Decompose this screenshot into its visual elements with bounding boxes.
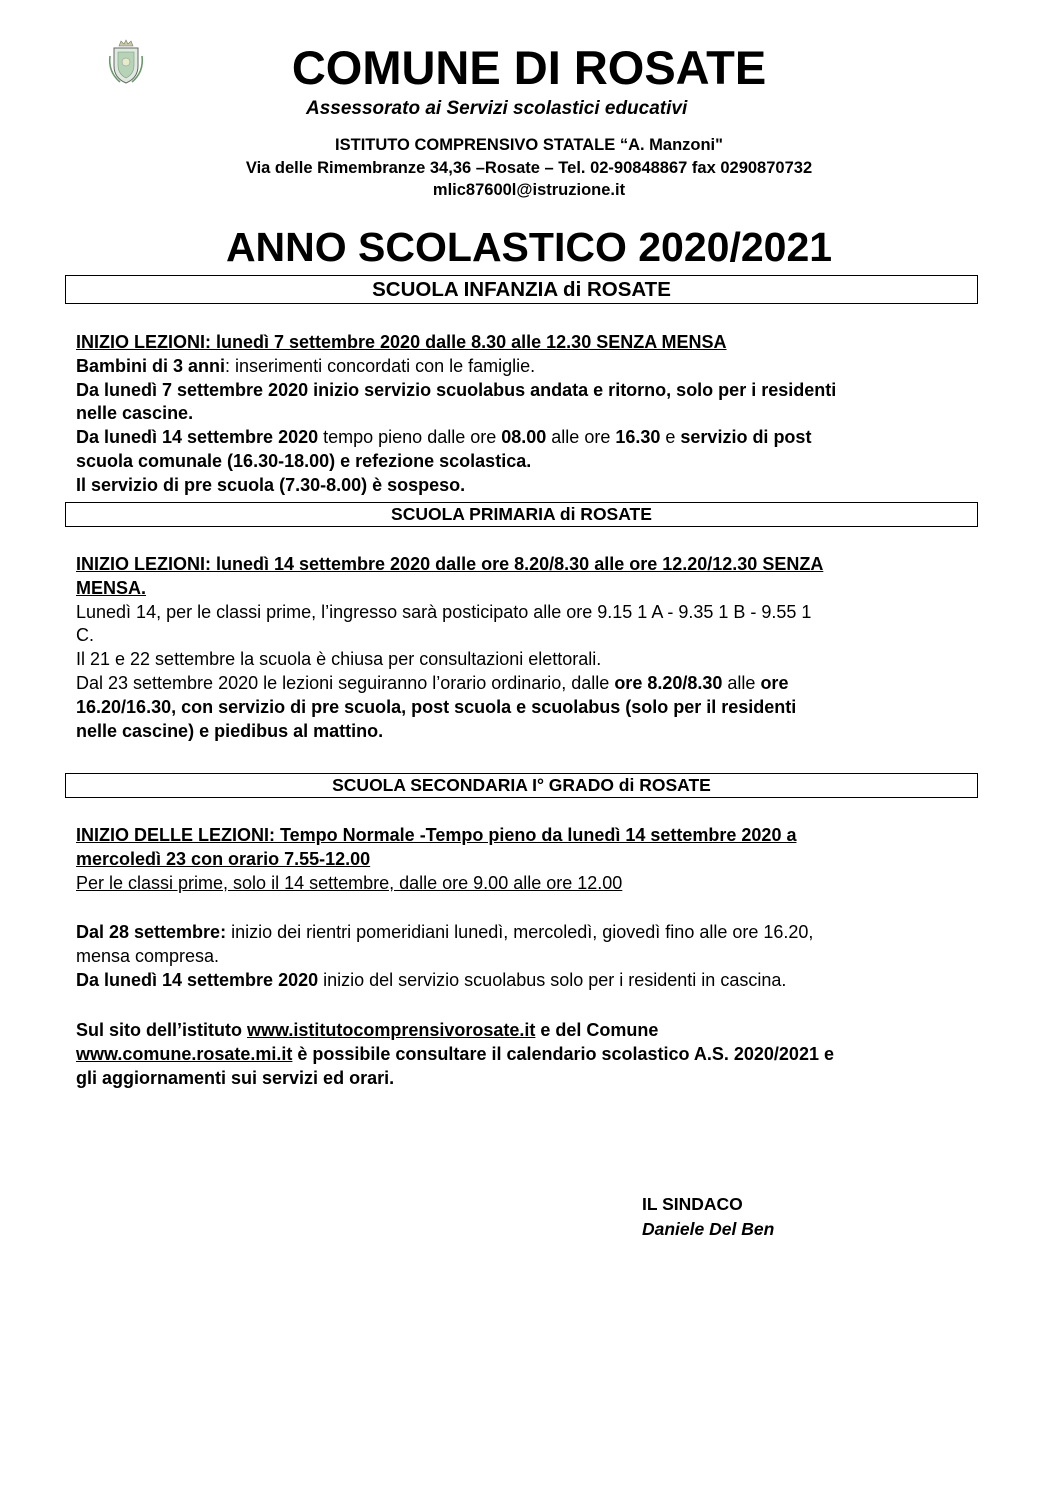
institute-address: Via delle Rimembranze 34,36 –Rosate – Tel. 02-90848867 fax 0290870732 [245,159,813,177]
primaria-line: 16.20/16.30, con servizio di pre scuola, post scuola e scuolabus (solo per il residenti [76,696,797,717]
secondaria-line: Da lunedì 14 settembre 2020 inizio del servizio scuolabus solo per i residenti in cascina. [76,969,787,990]
infanzia-start-line: INIZIO LEZIONI: lunedì 7 settembre 2020 dalle 8.30 alle 12.30 SENZA MENSA [76,332,727,352]
secondaria-start-line: mercoledì 23 con orario 7.55-12.00 [76,848,371,869]
secondaria-section [76,824,996,895]
section-heading-secondaria: SCUOLA SECONDARIA I° GRADO di ROSATE [65,773,978,798]
website-note: Sul sito dell’istituto www.istitutocomprensivorosate.it e del Comune www.comune.rosate.mi.it è possibile consultare il calendario scolastico A.S. 2020/2021 e gli aggiornamenti sui servizi ed orari. [76,1020,834,1088]
signature-block [642,1192,774,1242]
primaria-line: C. [76,625,94,646]
infanzia-line: scuola comunale (16.30-18.00) e refezione scolastica. [76,450,532,471]
primaria-line: Dal 23 settembre 2020 le lezioni seguiranno l’orario ordinario, dalle ore 8.20/8.30 alle ore [76,672,789,693]
municipality-website-link[interactable]: www.comune.rosate.mi.it [76,1043,293,1064]
secondaria-start-line: INIZIO DELLE LEZIONI: Tempo Normale -Tempo pieno da lunedì 14 settembre 2020 a [76,825,797,845]
infanzia-section [76,331,996,498]
secondaria-section-2 [76,921,996,992]
section-heading-infanzia: SCUOLA INFANZIA di ROSATE [65,275,978,304]
signature-role: IL SINDACO [642,1194,743,1214]
infanzia-line: Da lunedì 7 settembre 2020 inizio servizio scuolabus andata e ritorno, solo per i residenti [76,379,837,400]
institute-email: mlic87600l@istruzione.it [432,181,626,199]
secondaria-line: Per le classi prime, solo il 14 settembre, dalle ore 9.00 alle ore 12.00 [76,872,623,893]
primaria-line: nelle cascine) e piedibus al mattino. [76,720,384,741]
page-title: COMUNE DI ROSATE [291,41,767,94]
secondaria-line: Dal 28 settembre: inizio dei rientri pomeridiani lunedì, mercoledì, giovedì fino alle ore 16.20, [76,922,814,942]
primaria-line: Il 21 e 22 settembre la scuola è chiusa per consultazioni elettorali. [76,649,602,670]
infanzia-line: Il servizio di pre scuola (7.30-8.00) è sospeso. [76,474,466,495]
subtitle: Assessorato ai Servizi scolastici educativi [306,98,688,119]
section-heading-primaria: SCUOLA PRIMARIA di ROSATE [65,502,978,527]
infanzia-line: Da lunedì 14 settembre 2020 tempo pieno dalle ore 08.00 alle ore 16.30 e servizio di post [76,427,812,448]
primaria-start-line: MENSA. [76,577,147,598]
school-year-title: ANNO SCOLASTICO 2020/2021 [225,224,833,270]
primaria-line: Lunedì 14, per le classi prime, l’ingresso sarà posticipato alle ore 9.15 1 A - 9.35 1 B - 9.55 1 [76,601,812,622]
school-website-link[interactable]: www.istitutocomprensivorosate.it [247,1020,536,1040]
infanzia-line: nelle cascine. [76,403,194,424]
secondaria-line: mensa compresa. [76,945,220,966]
infanzia-line: Bambini di 3 anni: inserimenti concordati con le famiglie. [76,355,536,376]
primaria-section [76,553,996,743]
primaria-start-line: INIZIO LEZIONI: lunedì 14 settembre 2020 dalle ore 8.20/8.30 alle ore 12.20/12.30 SENZA [76,554,824,574]
signature-name: Daniele Del Ben [642,1219,775,1239]
institute-name: ISTITUTO COMPRENSIVO STATALE “A. Manzoni" [335,136,723,154]
